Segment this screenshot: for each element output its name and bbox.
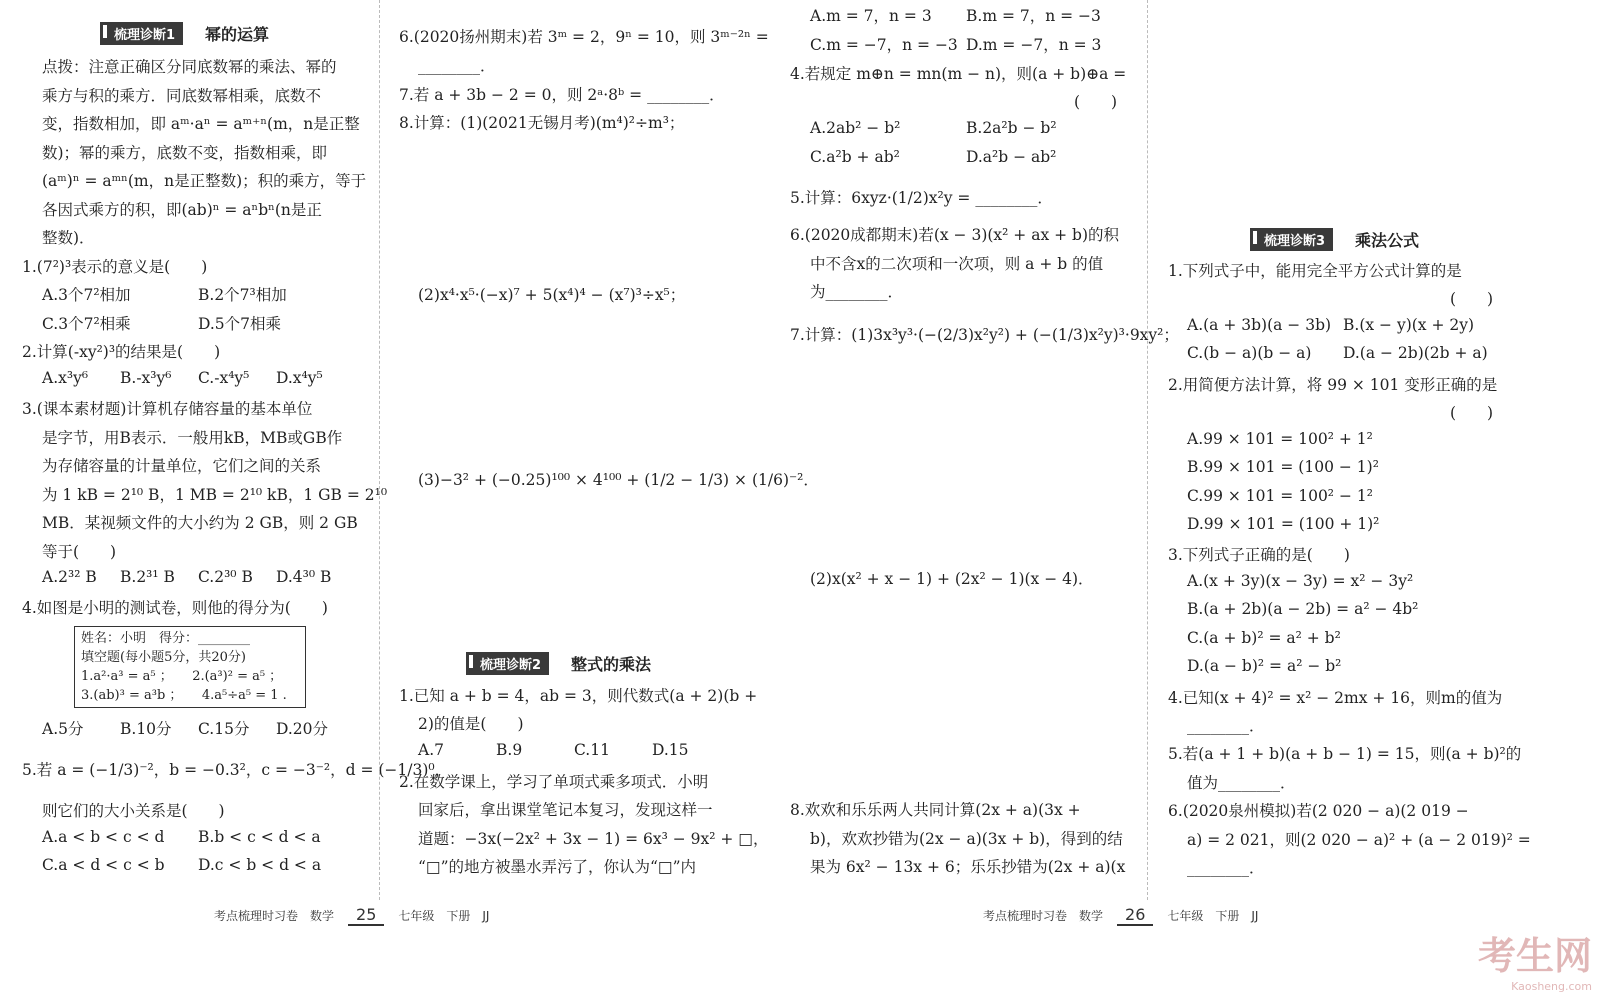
- option-b[interactable]: B.2个7³相加: [198, 286, 287, 304]
- question-8-line: 果为 6x² − 13x + 6；乐乐抄错为(2x + a)(x: [810, 858, 1126, 876]
- option-a[interactable]: A.99 × 101 = 100² + 1²: [1187, 430, 1373, 448]
- tip-line: 乘方与积的乘方．同底数幂相乘，底数不: [42, 87, 322, 105]
- option-c[interactable]: C.m = −7，n = −3: [810, 36, 958, 54]
- question-3-line: 是字节，用B表示．一般用kB，MB或GB作: [42, 429, 343, 447]
- option-b[interactable]: B.9: [496, 741, 523, 759]
- question-5-line: 值为________．: [1187, 774, 1296, 792]
- option-c[interactable]: C.2³⁰ B: [198, 568, 253, 586]
- option-a[interactable]: A.x³y⁶: [42, 369, 89, 387]
- question-8-part1: 8.计算：(1)(2021无锡月考)(m⁴)²÷m³；: [399, 114, 685, 132]
- tip-line: 数)；幂的乘方，底数不变，指数相乘，即: [42, 144, 328, 162]
- question-6-line: 中不含x的二次项和一次项，则 a + b 的值: [810, 255, 1104, 273]
- option-d[interactable]: D.5个7相乘: [198, 315, 282, 333]
- option-a[interactable]: A.(x + 3y)(x − 3y) = x² − 3y²: [1187, 572, 1414, 590]
- column-divider: [379, 0, 380, 900]
- question-3-line: MB．某视频文件的大小约为 2 GB，则 2 GB: [42, 514, 358, 532]
- question-1: 1.已知 a + b = 4，ab = 3，则代数式(a + 2)(b +: [399, 687, 758, 705]
- option-d[interactable]: D.99 × 101 = (100 + 1)²: [1187, 515, 1380, 533]
- tip-line: 各因式乘方的积，即(ab)ⁿ = aⁿbⁿ(n是正: [42, 201, 322, 219]
- option-d[interactable]: D.c < b < d < a: [198, 856, 322, 874]
- section-title: 乘法公式: [1355, 231, 1420, 250]
- question-3: 3.下列式子正确的是( ): [1168, 546, 1350, 564]
- option-a[interactable]: A.3个7²相加: [42, 286, 131, 304]
- question-4: 4.如图是小明的测试卷，则他的得分为( ): [22, 599, 328, 617]
- option-c[interactable]: C.-x⁴y⁵: [198, 369, 250, 387]
- option-c[interactable]: C.(b − a)(b − a): [1187, 344, 1312, 362]
- question-7-part1: 7.计算：(1)3x³y³·(−(2/3)x²y²) + (−(1/3)x²y)³·9xy²；: [790, 326, 1179, 344]
- option-b[interactable]: B.-x³y⁶: [120, 369, 172, 387]
- question-3: 3.(课本素材题)计算机存储容量的基本单位: [22, 400, 313, 418]
- footer-title: 考点梳理时习卷 数学: [983, 909, 1104, 923]
- footer-grade: 七年级 下册 JJ: [398, 909, 490, 923]
- option-d[interactable]: D.m = −7，n = 3: [966, 36, 1102, 54]
- question-8-part2: (2)x⁴·x⁵·(−x)⁷ + 5(x⁴)⁴ − (x⁷)³÷x⁵；: [418, 286, 686, 304]
- option-c[interactable]: C.99 × 101 = 100² − 1²: [1187, 487, 1373, 505]
- section-title: 整式的乘法: [571, 655, 652, 674]
- question-3-line: 为 1 kB = 2¹⁰ B，1 MB = 2¹⁰ kB，1 GB = 2¹⁰: [42, 486, 388, 504]
- section-header-3: [1250, 228, 1419, 251]
- option-b[interactable]: B.2a²b − b²: [966, 119, 1057, 137]
- option-b[interactable]: B.10分: [120, 720, 172, 738]
- option-d[interactable]: D.20分: [276, 720, 329, 738]
- question-6-line: ________．: [418, 57, 496, 75]
- option-d[interactable]: D.15: [652, 741, 689, 759]
- option-d[interactable]: D.a²b − ab²: [966, 148, 1057, 166]
- question-6: 6.(2020泉州模拟)若(2 020 − a)(2 019 −: [1168, 802, 1469, 820]
- question-8: 8.欢欢和乐乐两人共同计算(2x + a)(3x +: [790, 801, 1081, 819]
- tip-line: (aᵐ)ⁿ = aᵐⁿ(m，n是正整数)；积的乘方，等于: [42, 172, 367, 190]
- option-d[interactable]: D.(a − b)² = a² − b²: [1187, 657, 1342, 675]
- page-footer-right: [983, 905, 1258, 926]
- section-header-1: [100, 22, 269, 45]
- option-b[interactable]: B.(a + 2b)(a − 2b) = a² − 4b²: [1187, 600, 1419, 618]
- question-6-line: ________．: [1187, 859, 1265, 877]
- option-c[interactable]: C.15分: [198, 720, 250, 738]
- section-badge: 梳理诊断3: [1250, 228, 1333, 251]
- option-b[interactable]: B.99 × 101 = (100 − 1)²: [1187, 458, 1379, 476]
- page-footer-left: [214, 905, 489, 926]
- question-3-line: 为存储容量的计量单位，它们之间的关系: [42, 457, 322, 475]
- figure-line: 姓名：小明 得分：________: [81, 631, 251, 646]
- option-d[interactable]: D.4³⁰ B: [276, 568, 332, 586]
- option-a[interactable]: A.m = 7，n = 3: [810, 7, 932, 25]
- option-b[interactable]: B.2³¹ B: [120, 568, 175, 586]
- test-paper-figure: [74, 626, 306, 708]
- answer-paren: ( ): [1450, 290, 1494, 308]
- option-c[interactable]: C.11: [574, 741, 610, 759]
- option-a[interactable]: A.2ab² − b²: [810, 119, 901, 137]
- question-2: 2.在数学课上，学习了单项式乘多项式．小明: [399, 773, 709, 791]
- option-c[interactable]: C.(a + b)² = a² + b²: [1187, 629, 1341, 647]
- question-6-line: 为________．: [810, 283, 904, 301]
- watermark-url: Kaosheng.com: [1511, 980, 1592, 993]
- tip-line: 变，指数相加，即 aᵐ·aⁿ = aᵐ⁺ⁿ(m，n是正整: [42, 115, 360, 133]
- option-b[interactable]: B.(x − y)(x + 2y): [1343, 316, 1475, 334]
- question-8-part3: (3)−3² + (−0.25)¹⁰⁰ × 4¹⁰⁰ + (1/2 − 1/3) × (1/6)⁻²．: [418, 471, 819, 489]
- section-title: 幂的运算: [205, 25, 270, 44]
- question-2-line: 道题：−3x(−2x² + 3x − 1) = 6x³ − 9x² + □，: [418, 830, 769, 848]
- question-6: 6.(2020成都期末)若(x − 3)(x² + ax + b)的积: [790, 226, 1120, 244]
- option-b[interactable]: B.m = 7，n = −3: [966, 7, 1101, 25]
- page-number: 26: [1117, 905, 1153, 926]
- section-badge: 梳理诊断2: [466, 652, 549, 675]
- figure-line: 3.(ab)³ = a³b ； 4.a⁵÷a⁵ = 1 .: [81, 688, 287, 703]
- figure-line: 填空题(每小题5分，共20分): [81, 650, 246, 665]
- question-2-line: 回家后，拿出课堂笔记本复习，发现这样一: [418, 801, 713, 819]
- option-c[interactable]: C.a < d < c < b: [42, 856, 165, 874]
- watermark: [1478, 925, 1592, 993]
- option-c[interactable]: C.a²b + ab²: [810, 148, 900, 166]
- footer-title: 考点梳理时习卷 数学: [214, 909, 335, 923]
- question-4: 4.已知(x + 4)² = x² − 2mx + 16，则m的值为: [1168, 689, 1503, 707]
- option-d[interactable]: D.(a − 2b)(2b + a): [1343, 344, 1488, 362]
- option-a[interactable]: A.(a + 3b)(a − 3b): [1187, 316, 1332, 334]
- question-4: 4.若规定 m⊕n = mn(m − n)，则(a + b)⊕a =: [790, 65, 1127, 83]
- question-1: 1.(7²)³表示的意义是( ): [22, 258, 208, 276]
- footer-grade: 七年级 下册 JJ: [1167, 909, 1259, 923]
- question-6-line: a) = 2 021，则(2 020 − a)² + (a − 2 019)² =: [1187, 831, 1531, 849]
- option-d[interactable]: D.x⁴y⁵: [276, 369, 323, 387]
- column-divider: [1147, 0, 1148, 900]
- question-2-line: “□”的地方被墨水弄污了，你认为“□”内: [418, 858, 696, 876]
- question-6: 6.(2020扬州期末)若 3ᵐ = 2，9ⁿ = 10，则 3ᵐ⁻²ⁿ =: [399, 28, 769, 46]
- question-5-line: 则它们的大小关系是( ): [42, 802, 225, 820]
- question-8-line: b)，欢欢抄错为(2x − a)(3x + b)，得到的结: [810, 830, 1123, 848]
- option-b[interactable]: B.b < c < d < a: [198, 828, 321, 846]
- question-1-line: 2)的值是( ): [418, 715, 524, 733]
- section-badge: 梳理诊断1: [100, 22, 183, 45]
- question-5: 5.若 a = (−1/3)⁻²，b = −0.3²，c = −3⁻²，d = (−1/3)⁰，: [22, 761, 451, 779]
- answer-paren: ( ): [1450, 404, 1494, 422]
- option-c[interactable]: C.3个7²相乘: [42, 315, 131, 333]
- question-7: 7.若 a + 3b − 2 = 0，则 2ᵃ·8ᵇ = ________．: [399, 86, 725, 104]
- question-2: 2.计算(-xy²)³的结果是( ): [22, 343, 221, 361]
- question-7-part2: (2)x(x² + x − 1) + (2x² − 1)(x − 4)．: [810, 570, 1094, 588]
- answer-paren: ( ): [1074, 93, 1118, 111]
- question-4-line: ________．: [1187, 717, 1265, 735]
- section-header-2: [466, 652, 651, 675]
- watermark-brand: 考生网: [1477, 934, 1592, 978]
- option-a[interactable]: A.5分: [42, 720, 84, 738]
- question-1: 1.下列式子中，能用完全平方公式计算的是: [1168, 262, 1462, 280]
- tip-line: 整数)．: [42, 229, 95, 247]
- option-a[interactable]: A.2³² B: [42, 568, 97, 586]
- figure-line: 1.a²·a³ = a⁵ ； 2.(a³)² = a⁵ ；: [81, 669, 283, 684]
- page-number: 25: [348, 905, 384, 926]
- option-a[interactable]: A.a < b < c < d: [42, 828, 165, 846]
- question-5: 5.若(a + 1 + b)(a + b − 1) = 15，则(a + b)²的: [1168, 745, 1522, 763]
- question-5: 5.计算：6xyz·(1/2)x²y = ________．: [790, 189, 1053, 207]
- tip-line: 点拨：注意正确区分同底数幂的乘法、幂的: [42, 58, 337, 76]
- question-2: 2.用简便方法计算，将 99 × 101 变形正确的是: [1168, 376, 1498, 394]
- question-3-line: 等于( ): [42, 543, 117, 561]
- option-a[interactable]: A.7: [418, 741, 444, 759]
